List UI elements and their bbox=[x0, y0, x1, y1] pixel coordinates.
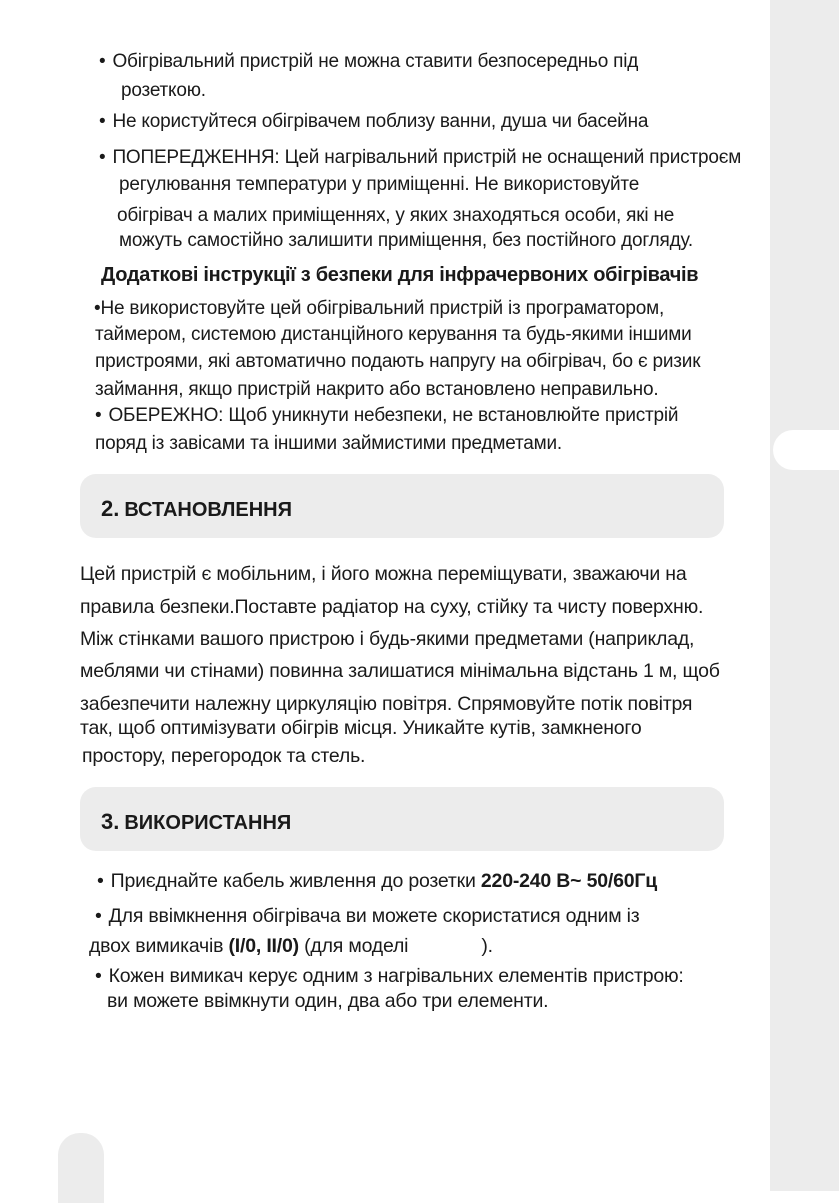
safety-bullet-3-cont-2: обігрівач а малих приміщеннях, у яких знаходяться особи, які не bbox=[117, 205, 675, 226]
infrared-line-2: таймером, системою дистанційного керування та будь-якими іншими bbox=[95, 324, 692, 345]
section-3-header bbox=[80, 787, 724, 851]
page-number-tab bbox=[58, 1133, 104, 1203]
infrared-heading: Додаткові інструкції з безпеки для інфрачервоних обігрівачів bbox=[101, 264, 699, 286]
section-2-title: 2. ВСТАНОВЛЕННЯ bbox=[101, 496, 292, 521]
section-2-line-2: правила безпеки.Поставте радіатор на суху, стійку та чисту поверхню. bbox=[80, 596, 704, 618]
side-margin-strip bbox=[770, 0, 839, 1191]
safety-bullet-2: • Не користуйтеся обігрівачем поблизу ванни, душа чи басейна bbox=[99, 111, 649, 132]
section-3-item-3: • Кожен вимикач керує одним з нагрівальних елементів пристрою: bbox=[95, 965, 684, 987]
side-tab-marker bbox=[773, 430, 839, 470]
infrared-line-5: • ОБЕРЕЖНО: Щоб уникнути небезпеки, не встановлюйте пристрій bbox=[95, 405, 679, 426]
infrared-line-4: займання, якщо пристрій накрито або встановлено неправильно. bbox=[95, 379, 659, 400]
section-2-line-7: простору, перегородок та стель. bbox=[82, 745, 366, 767]
safety-bullet-1: • Обігрівальний пристрій не можна ставити безпосередньо під bbox=[99, 51, 639, 72]
section-2-line-3: Між стінками вашого пристрою і будь-якими предметами (наприклад, bbox=[80, 628, 695, 650]
safety-bullet-3: • ПОПЕРЕДЖЕННЯ: Цей нагрівальний пристрій не оснащений пристроєм bbox=[99, 147, 742, 168]
safety-bullet-3-cont-3: можуть самостійно залишити приміщення, без постійного догляду. bbox=[119, 230, 694, 251]
section-2-line-6: так, щоб оптимізувати обігрів місця. Уникайте кутів, замкненого bbox=[80, 717, 642, 739]
section-3-title: 3. ВИКОРИСТАННЯ bbox=[101, 809, 292, 834]
section-2-header bbox=[80, 474, 724, 538]
section-2-line-4: меблями чи стінами) повинна залишатися мінімальна відстань 1 м, щоб bbox=[80, 660, 720, 682]
section-3-item-3-cont: ви можете ввімкнути один, два або три елементи. bbox=[107, 990, 549, 1012]
safety-bullet-1-cont: розеткою. bbox=[121, 80, 206, 101]
infrared-line-3: пристроями, які автоматично подають напругу на обігрівач, бо є ризик bbox=[95, 351, 701, 372]
safety-bullet-3-cont-1: регулювання температури у приміщенні. Не використовуйте bbox=[119, 174, 640, 195]
section-3-item-2: • Для ввімкнення обігрівача ви можете скористатися одним із bbox=[95, 905, 640, 927]
section-2-line-1: Цей пристрій є мобільним, і його можна переміщувати, зважаючи на bbox=[80, 563, 687, 585]
section-3-item-2-cont: двох вимикачів (I/0, II/0) (для моделі ). bbox=[89, 935, 493, 957]
infrared-line-6: поряд із завісами та іншими займистими предметами. bbox=[95, 433, 562, 454]
infrared-line-1: •Не використовуйте цей обігрівальний пристрій із програматором, bbox=[94, 298, 665, 319]
section-2-line-5: забезпечити належну циркуляцію повітря. Спрямовуйте потік повітря bbox=[80, 693, 693, 715]
section-3-item-1: • Приєднайте кабель живлення до розетки 220-240 В~ 50/60Гц bbox=[97, 870, 658, 892]
